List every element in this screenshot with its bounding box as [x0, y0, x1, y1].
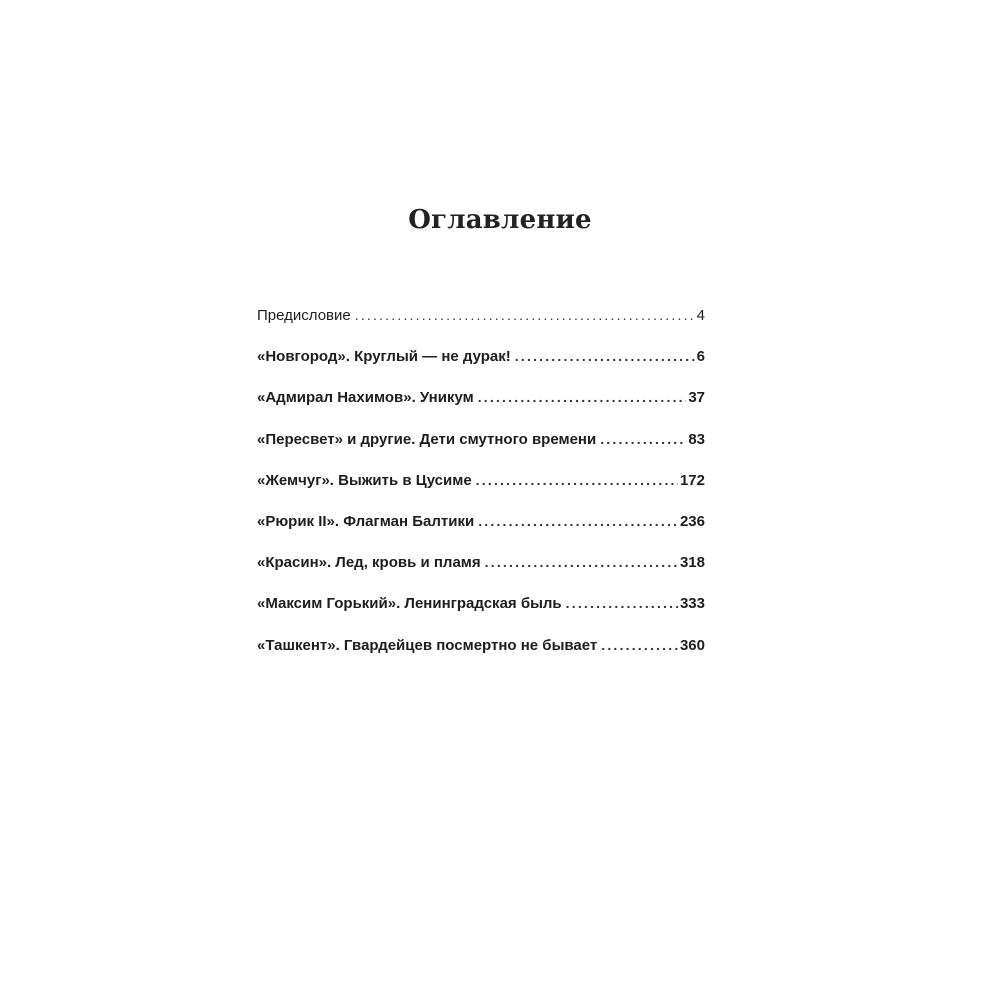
toc-entry-page: 37	[688, 389, 705, 407]
dot-leader	[600, 426, 686, 452]
toc-entry-tashkent[interactable]	[257, 632, 705, 673]
toc-entry-title: «Пересвет» и другие. Дети смутного времени	[257, 430, 597, 448]
toc-entry-page: 6	[696, 348, 705, 366]
toc-entry-title: «Жемчуг». Выжить в Цусиме	[257, 471, 472, 489]
toc-entry-zhemchug[interactable]	[257, 467, 705, 508]
toc-entry-novgorod[interactable]	[257, 343, 705, 384]
toc-entry-krasin[interactable]	[257, 549, 705, 590]
toc-entry-title: «Адмирал Нахимов». Уникум	[257, 389, 474, 407]
dot-leader	[355, 302, 695, 328]
dot-leader	[485, 549, 678, 575]
toc-entry-page: 333	[679, 595, 705, 613]
toc-entry-page: 172	[679, 471, 705, 489]
dot-leader	[601, 632, 678, 658]
toc-entry-title: «Новгород». Круглый — не дурак!	[257, 348, 511, 366]
toc-entry-page: 4	[696, 307, 705, 324]
toc-entry-title: «Рюрик II». Флагман Балтики	[257, 512, 475, 530]
table-of-contents	[257, 302, 705, 673]
toc-entry-title: «Ташкент». Гвардейцев посмертно не бывает	[257, 636, 598, 654]
toc-entry-ryurik[interactable]	[257, 508, 705, 549]
dot-leader	[476, 467, 678, 493]
toc-entry-title: «Красин». Лед, кровь и пламя	[257, 554, 481, 572]
toc-entry-preface[interactable]	[257, 302, 705, 343]
toc-entry-title: «Максим Горький». Ленинградская быль	[257, 595, 562, 613]
toc-entry-admiral-nakhimov[interactable]	[257, 384, 705, 425]
dot-leader	[566, 590, 678, 616]
toc-entry-maksim-gorky[interactable]	[257, 590, 705, 631]
toc-entry-page: 360	[679, 636, 705, 654]
toc-entry-page: 83	[688, 430, 705, 448]
toc-entry-page: 318	[679, 554, 705, 572]
toc-entry-page: 236	[679, 512, 705, 530]
page-title: Оглавление	[408, 205, 592, 235]
toc-entry-title: Предисловие	[257, 307, 351, 324]
dot-leader	[478, 508, 678, 534]
dot-leader	[515, 343, 695, 369]
toc-entry-peresvet[interactable]	[257, 426, 705, 467]
dot-leader	[478, 384, 687, 410]
